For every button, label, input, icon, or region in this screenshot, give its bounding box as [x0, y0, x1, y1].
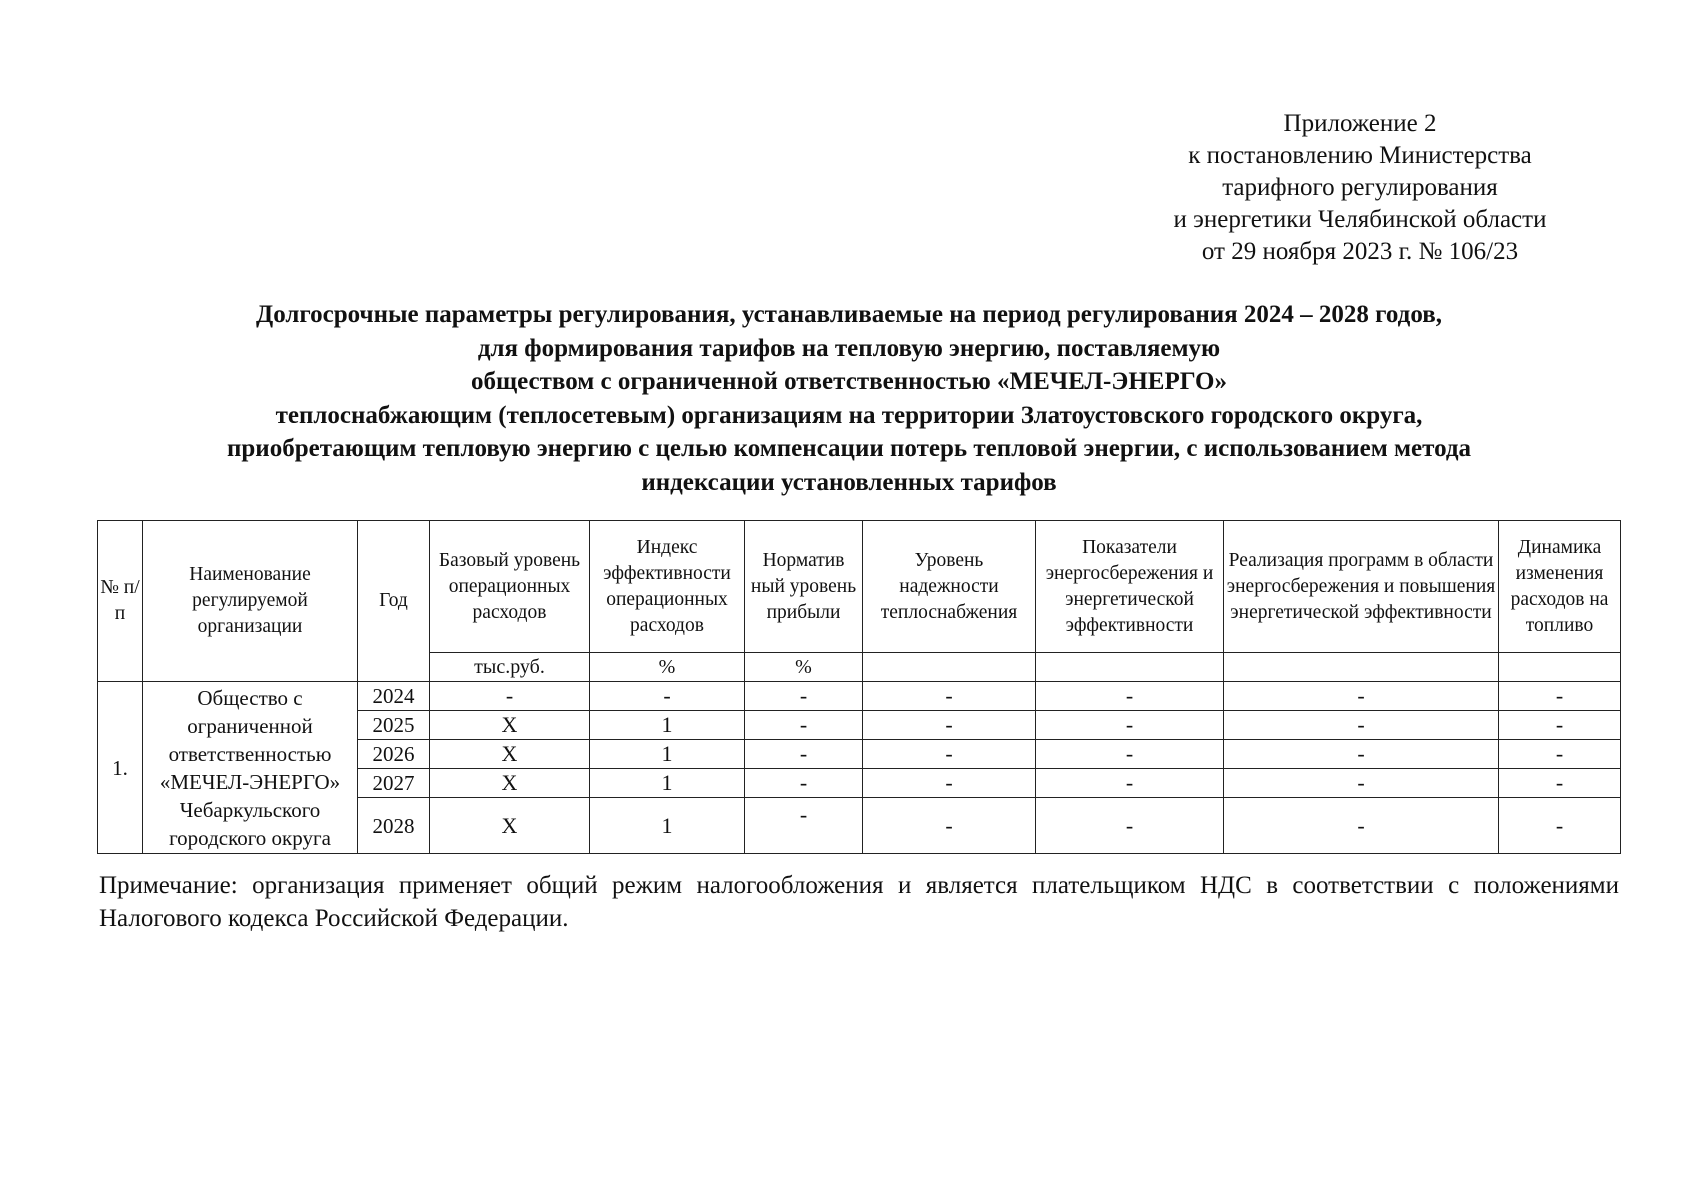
unit-empty: [1224, 653, 1499, 682]
energy-cell: -: [1036, 769, 1224, 798]
appendix-line: и энергетики Челябинской области: [1173, 206, 1547, 233]
profit-cell: -: [745, 682, 863, 711]
programs-cell: -: [1224, 798, 1499, 854]
base-cell: X: [430, 740, 590, 769]
table-header-row: [98, 521, 1621, 653]
title-line: индексации установленных тарифов: [641, 468, 1057, 496]
fuel-cell: -: [1499, 769, 1621, 798]
organization-name: Общество с ограниченной ответственностью «МЕЧЕЛ-ЭНЕРГО» Чебаркульского городского округа: [143, 682, 358, 854]
programs-cell: -: [1224, 769, 1499, 798]
programs-cell: -: [1224, 682, 1499, 711]
year-cell: 2027: [358, 769, 430, 798]
row-number: 1.: [98, 682, 143, 854]
reliability-cell: -: [863, 682, 1036, 711]
profit-cell: -: [745, 740, 863, 769]
parameters-table: [97, 520, 1621, 854]
appendix-line: тарифного регулирования: [1222, 174, 1498, 201]
title-line: приобретающим тепловую энергию с целью компенсации потерь тепловой энергии, с использованием метода: [226, 435, 1472, 462]
unit-empty: [1499, 653, 1621, 682]
energy-cell: -: [1036, 740, 1224, 769]
header-num: № п/п: [98, 521, 143, 682]
title-line: для формирования тарифов на тепловую энергию, поставляемую: [477, 334, 1221, 362]
unit-empty: [1036, 653, 1224, 682]
header-profit: Норматив ный уровень прибыли: [745, 521, 863, 653]
appendix-block: [1080, 108, 1640, 268]
energy-cell: -: [1036, 798, 1224, 854]
title-line: Долгосрочные параметры регулирования, устанавливаемые на период регулирования 2024 – 2028 годов,: [256, 301, 1442, 328]
header-reliability: Уровень надежности теплоснабжения: [863, 521, 1036, 653]
unit-base: тыс.руб.: [430, 653, 590, 682]
header-programs: Реализация программ в области энергосбережения и повышения энергетической эффективности: [1224, 521, 1499, 653]
index-cell: 1: [590, 769, 745, 798]
fuel-cell: -: [1499, 798, 1621, 854]
table-row: [98, 682, 1621, 711]
header-base-expenses: Базовый уровень операционных расходов: [430, 521, 590, 653]
header-year: Год: [358, 521, 430, 682]
header-efficiency-index: Индекс эффективности операционных расходов: [590, 521, 745, 653]
programs-cell: -: [1224, 740, 1499, 769]
energy-cell: -: [1036, 682, 1224, 711]
profit-cell: -: [745, 769, 863, 798]
appendix-line: к постановлению Министерства: [1188, 142, 1532, 169]
profit-cell: -: [745, 711, 863, 740]
unit-profit: %: [745, 653, 863, 682]
base-cell: X: [430, 711, 590, 740]
header-energy-saving: Показатели энергосбережения и энергетической эффективности: [1036, 521, 1224, 653]
fuel-cell: -: [1499, 682, 1621, 711]
reliability-cell: -: [863, 769, 1036, 798]
reliability-cell: -: [863, 711, 1036, 740]
reliability-cell: -: [863, 798, 1036, 854]
unit-empty: [863, 653, 1036, 682]
year-cell: 2026: [358, 740, 430, 769]
index-cell: -: [590, 682, 745, 711]
year-cell: 2025: [358, 711, 430, 740]
index-cell: 1: [590, 711, 745, 740]
title-line: обществом с ограниченной ответственностью «МЕЧЕЛ-ЭНЕРГО»: [471, 368, 1227, 395]
note-paragraph: Примечание: организация применяет общий режим налогообложения и является плательщиком НДС в соответствии с положениями Налогового кодекса Российской Федерации.: [99, 872, 1619, 932]
profit-cell: -: [745, 798, 863, 854]
index-cell: 1: [590, 798, 745, 854]
header-organization: Наименование регулируемой организации: [143, 521, 358, 682]
base-cell: X: [430, 769, 590, 798]
index-cell: 1: [590, 740, 745, 769]
programs-cell: -: [1224, 711, 1499, 740]
year-cell: 2024: [358, 682, 430, 711]
unit-index: %: [590, 653, 745, 682]
header-fuel: Динамика изменения расходов на топливо: [1499, 521, 1621, 653]
year-cell: 2028: [358, 798, 430, 854]
appendix-line: от 29 ноября 2023 г. № 106/23: [1201, 238, 1519, 265]
fuel-cell: -: [1499, 711, 1621, 740]
title-line: теплоснабжающим (теплосетевым) организациям на территории Златоустовского городского округа,: [275, 401, 1423, 429]
document-title: [80, 298, 1618, 499]
appendix-line: Приложение 2: [1283, 110, 1437, 137]
reliability-cell: -: [863, 740, 1036, 769]
base-cell: -: [430, 682, 590, 711]
fuel-cell: -: [1499, 740, 1621, 769]
base-cell: X: [430, 798, 590, 854]
energy-cell: -: [1036, 711, 1224, 740]
